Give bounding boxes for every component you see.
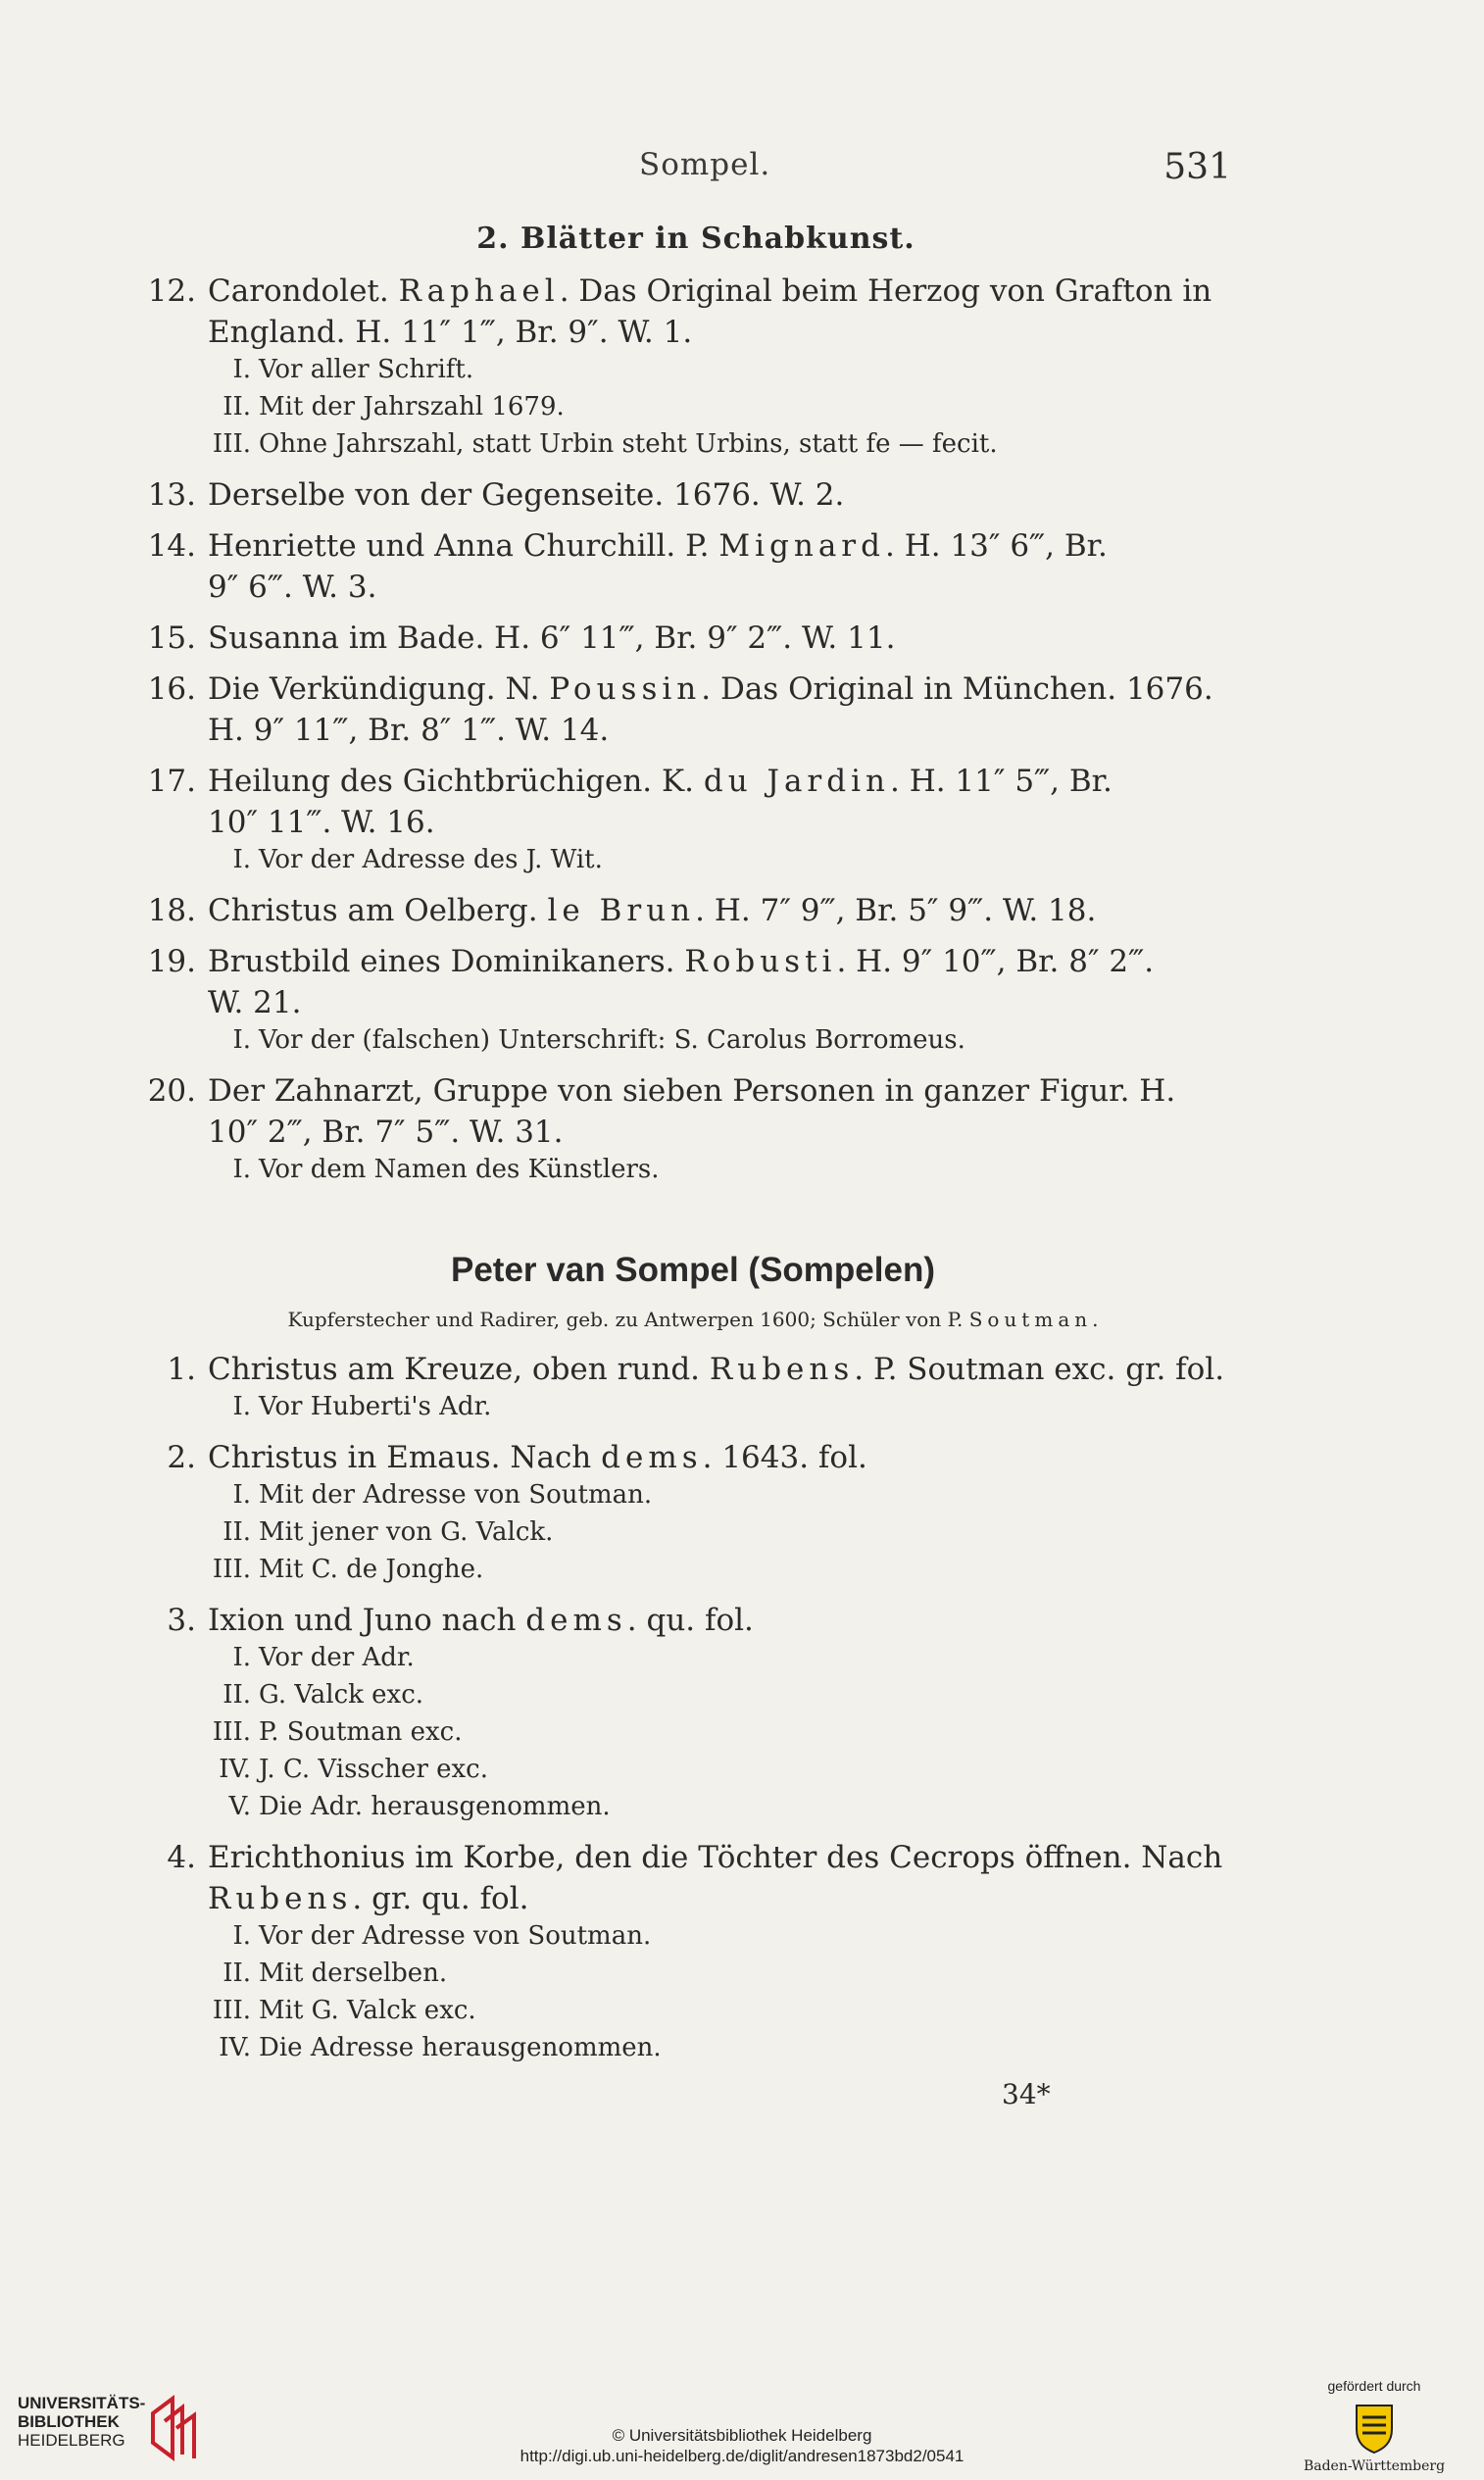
state-text: G. Valck exc. xyxy=(259,1680,424,1710)
state-text: P. Soutman exc. xyxy=(259,1717,463,1747)
state-line xyxy=(208,1021,965,1059)
catalog-entry xyxy=(137,1349,1245,1390)
state-numeral: II. xyxy=(223,392,251,422)
entry-number: 3. xyxy=(167,1603,196,1638)
state-numeral: II. xyxy=(223,1680,251,1710)
catalog-entry xyxy=(137,618,1245,659)
state-text: Vor aller Schrift. xyxy=(259,355,474,384)
state-text: Vor der Adr. xyxy=(259,1643,415,1672)
funder-name: Baden-Württemberg xyxy=(1303,2458,1446,2474)
state-text: Mit C. de Jonghe. xyxy=(259,1555,484,1584)
entry-number: 16. xyxy=(147,671,196,707)
state-numeral: III. xyxy=(212,1717,251,1747)
artist-heading: Peter van Sompel (Sompelen) xyxy=(450,1251,936,1289)
state-numeral: III. xyxy=(212,1996,251,2025)
entry-number: 15. xyxy=(147,620,196,656)
running-header: Sompel. xyxy=(639,147,771,182)
section-heading: 2. Blätter in Schabkunst. xyxy=(476,222,915,256)
state-numeral: IV. xyxy=(219,1755,251,1784)
source-url-link[interactable]: http://digi.ub.uni-heidelberg.de/diglit/andresen1873bd2/0541 xyxy=(519,2447,965,2465)
entry-text: Henriette und Anna Churchill. P. Mignard. H. 13″ 6‴, Br. 9″ 6‴. W. 3. xyxy=(208,528,1108,605)
state-line xyxy=(208,1788,611,1825)
sheet-signature: 34* xyxy=(1002,2078,1051,2110)
state-numeral: V. xyxy=(228,1792,251,1821)
entry-number: 12. xyxy=(147,273,196,309)
state-numeral: I. xyxy=(232,1155,251,1184)
state-numeral: II. xyxy=(223,1517,251,1547)
entry-text: Der Zahnarzt, Gruppe von sieben Personen in ganzer Figur. H. 10″ 2‴, Br. 7″ 5‴. W. 31. xyxy=(208,1073,1176,1150)
state-text: Vor der (falschen) Unterschrift: S. Carolus Borromeus. xyxy=(259,1025,965,1055)
catalog-entry xyxy=(137,1070,1245,1153)
entry-text: Die Verkündigung. N. Poussin. Das Original in München. 1676. H. 9″ 11‴, Br. 8″ 1‴. W. 14. xyxy=(208,671,1213,748)
state-line xyxy=(208,1676,423,1713)
state-numeral: I. xyxy=(232,1392,251,1421)
state-text: Mit der Jahrszahl 1679. xyxy=(259,392,565,422)
entry-text: Derselbe von der Gegenseite. 1676. W. 2. xyxy=(208,477,845,513)
entry-text: Susanna im Bade. H. 6″ 11‴, Br. 9″ 2‴. W. 11. xyxy=(208,620,896,656)
entry-text: Erichthonius im Korbe, den die Töchter des Cecrops öffnen. Nach Rubens. gr. qu. fol. xyxy=(208,1840,1223,1916)
page-number: 531 xyxy=(1163,147,1231,187)
state-line xyxy=(208,1955,447,1992)
entry-number: 14. xyxy=(147,528,196,564)
copyright-text: © Universitätsbibliothek Heidelberg xyxy=(612,2426,872,2445)
state-numeral: I. xyxy=(232,355,251,384)
funded-by-text: gefördert durch xyxy=(1327,2378,1421,2394)
state-text: Die Adr. herausgenommen. xyxy=(259,1792,611,1821)
state-line xyxy=(208,425,998,463)
state-numeral: IV. xyxy=(219,2033,251,2062)
catalog-entry xyxy=(137,890,1245,931)
entry-number: 1. xyxy=(167,1352,196,1387)
state-line xyxy=(208,1551,483,1588)
state-line xyxy=(208,1513,553,1551)
state-text: Mit derselben. xyxy=(259,1959,448,1988)
catalog-entry xyxy=(137,1600,1245,1641)
state-text: Vor der Adresse von Soutman. xyxy=(259,1921,652,1951)
state-line xyxy=(208,1476,652,1513)
artist-subtitle: Kupferstecher und Radirer, geb. zu Antwerpen 1600; Schüler von P. Soutman. xyxy=(287,1308,1099,1331)
state-numeral: I. xyxy=(232,1480,251,1510)
state-text: Mit G. Valck exc. xyxy=(259,1996,476,2025)
entry-number: 4. xyxy=(167,1840,196,1875)
state-line xyxy=(208,1639,415,1676)
footer-credits xyxy=(0,2425,1484,2466)
state-line xyxy=(208,1151,660,1188)
entry-text: Christus am Oelberg. le Brun. H. 7″ 9‴, Br. 5″ 9‴. W. 18. xyxy=(208,893,1097,928)
state-text: Vor Huberti's Adr. xyxy=(259,1392,492,1421)
state-line xyxy=(208,1751,488,1788)
entry-text: Christus am Kreuze, oben rund. Rubens. P. Soutman exc. gr. fol. xyxy=(208,1352,1225,1387)
state-line xyxy=(208,841,603,878)
state-numeral: I. xyxy=(232,1643,251,1672)
entry-number: 18. xyxy=(147,893,196,928)
state-text: Mit der Adresse von Soutman. xyxy=(259,1480,653,1510)
catalog-entry xyxy=(137,1837,1245,1919)
state-numeral: III. xyxy=(212,1555,251,1584)
state-line xyxy=(208,1713,462,1751)
entry-text: Carondolet. Raphael. Das Original beim Herzog von Grafton in England. H. 11″ 1‴, Br. 9″. W. 1. xyxy=(208,273,1212,350)
library-name-line2: BIBLIOTHEK xyxy=(18,2412,120,2431)
state-text: Die Adresse herausgenommen. xyxy=(259,2033,662,2062)
entry-text: Christus in Emaus. Nach dems. 1643. fol. xyxy=(208,1440,867,1475)
state-line xyxy=(208,1917,651,1955)
catalog-entry xyxy=(137,525,1245,608)
library-name-line1: UNIVERSITÄTS- xyxy=(18,2394,146,2412)
entry-text: Brustbild eines Dominikaners. Robusti. H. 9″ 10‴, Br. 8″ 2‴. W. 21. xyxy=(208,944,1155,1020)
entry-number: 17. xyxy=(147,764,196,799)
state-text: Ohne Jahrszahl, statt Urbin steht Urbins, statt fe — fecit. xyxy=(259,429,998,459)
catalog-entry xyxy=(137,271,1245,353)
state-coat-of-arms-icon xyxy=(1351,2400,1398,2455)
state-numeral: II. xyxy=(223,1959,251,1988)
entry-text: Ixion und Juno nach dems. qu. fol. xyxy=(208,1603,754,1638)
entry-number: 13. xyxy=(147,477,196,513)
state-numeral: III. xyxy=(212,429,251,459)
state-numeral: I. xyxy=(232,1921,251,1951)
state-line xyxy=(208,2029,662,2066)
catalog-entry xyxy=(137,669,1245,751)
catalog-entry xyxy=(137,474,1245,516)
catalog-entry xyxy=(137,761,1245,843)
catalog-entry xyxy=(137,1437,1245,1478)
entry-number: 2. xyxy=(167,1440,196,1475)
state-text: J. C. Visscher exc. xyxy=(259,1755,489,1784)
state-text: Vor dem Namen des Künstlers. xyxy=(259,1155,660,1184)
entry-number: 19. xyxy=(147,944,196,979)
entry-text: Heilung des Gichtbrüchigen. K. du Jardin. H. 11″ 5‴, Br. 10″ 11‴. W. 16. xyxy=(208,764,1113,840)
state-line xyxy=(208,388,565,425)
state-line xyxy=(208,1992,476,2029)
state-text: Vor der Adresse des J. Wit. xyxy=(259,845,603,874)
state-numeral: I. xyxy=(232,1025,251,1055)
state-line xyxy=(208,1388,491,1425)
funder-block xyxy=(1286,2378,1462,2474)
library-name-line3: HEIDELBERG xyxy=(18,2431,125,2450)
state-text: Mit jener von G. Valck. xyxy=(259,1517,554,1547)
entry-number: 20. xyxy=(147,1073,196,1109)
catalog-entry xyxy=(137,941,1245,1023)
state-line xyxy=(208,351,473,388)
state-numeral: I. xyxy=(232,845,251,874)
